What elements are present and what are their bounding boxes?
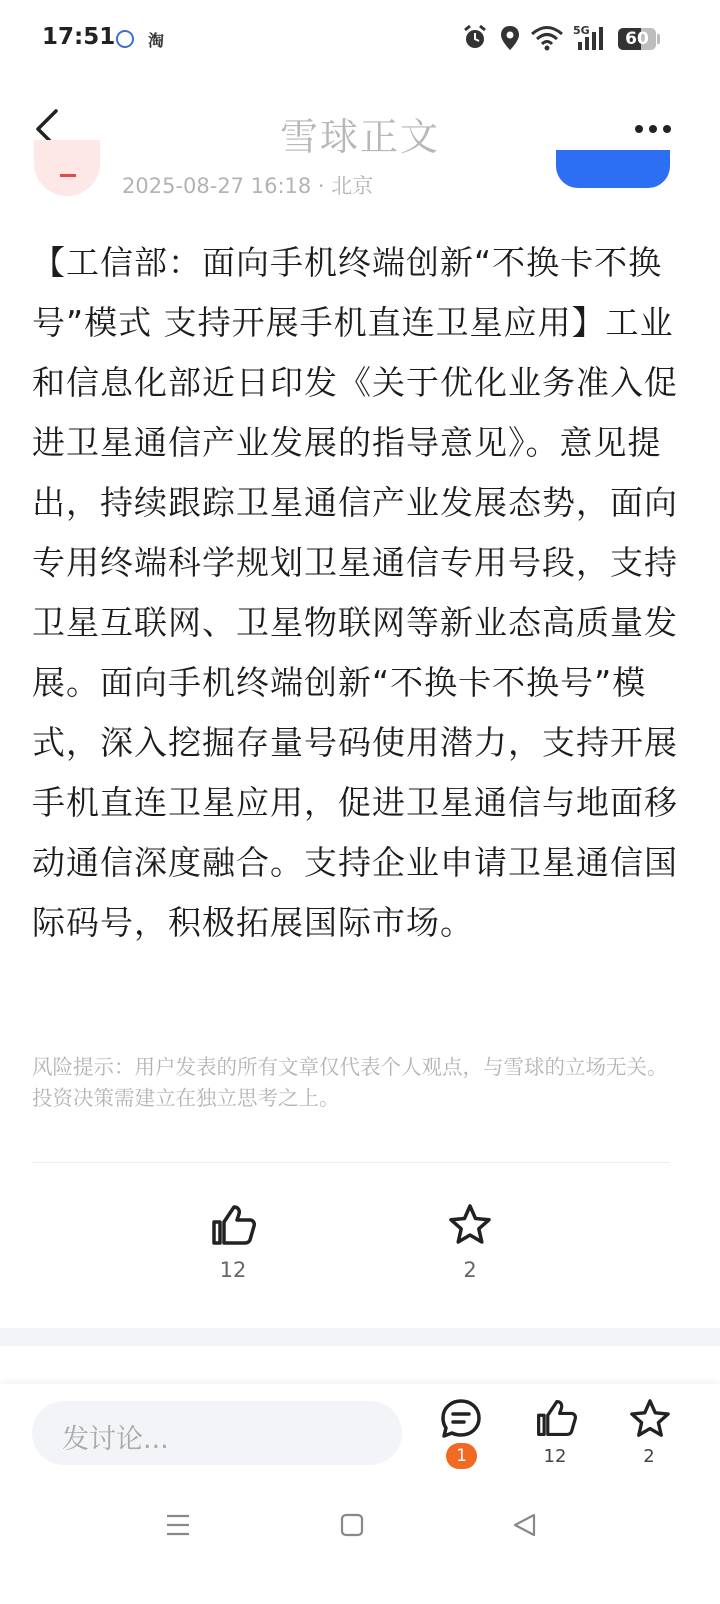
page-title: 雪球正文 — [279, 115, 440, 159]
discussion-input-placeholder: 发讨论... — [62, 1424, 169, 1455]
wifi-icon — [530, 24, 564, 52]
app-notification-icon — [116, 30, 134, 48]
article-body: 【工信部：面向手机终端创新“不换卡不换号”模式 支持开展手机直连卫星应用】工业和信息化部近日印发《关于优化业务准入促进卫星通信产业发展的指导意见》。意见提出，持续跟踪卫星通信产业发展态势，面向专用终端科学规划卫星通信专用号段，支持卫星互联网、卫星物联网等新业态高质量发展。面向手机终端创新“不换卡不换号”模式，深入挖掘存量号码使用潜力，支持开展手机直连卫星应用，促进卫星通信与地面移动通信深度融合。支持企业申请卫星通信国际码号，积极拓展国际市场。 — [32, 243, 678, 942]
nav-back-icon[interactable] — [512, 1512, 538, 1538]
favorite-icon[interactable] — [628, 1398, 672, 1440]
network-type-label: 5G — [573, 24, 590, 37]
comment-icon[interactable] — [440, 1398, 482, 1440]
follow-button[interactable] — [556, 150, 670, 188]
recent-apps-icon[interactable] — [165, 1513, 191, 1537]
location-icon — [499, 24, 521, 52]
alarm-icon — [462, 24, 488, 52]
battery-level: 60 — [625, 29, 649, 49]
favorite-icon[interactable] — [447, 1203, 493, 1247]
post-meta: 2025-08-27 16:18 · 北京 — [122, 174, 374, 198]
home-icon[interactable] — [340, 1513, 364, 1537]
like-count: 12 — [219, 1258, 247, 1282]
more-icon[interactable] — [634, 124, 672, 134]
risk-notice: 风险提示：用户发表的所有文章仅代表个人观点，与雪球的立场无关。投资决策需建立在独立思考之上。 — [32, 1055, 668, 1110]
battery-tip — [657, 34, 660, 44]
bottom-favorite-count: 2 — [643, 1446, 655, 1467]
section-separator — [0, 1328, 720, 1346]
favorite-count: 2 — [463, 1258, 477, 1282]
discussion-input[interactable] — [32, 1401, 402, 1465]
divider — [32, 1162, 670, 1163]
author-avatar[interactable] — [34, 140, 100, 196]
taobao-notification-icon: 淘 — [148, 31, 165, 50]
like-icon[interactable] — [535, 1398, 577, 1438]
status-time: 17:51 — [42, 24, 116, 50]
bottom-like-count: 12 — [543, 1446, 567, 1467]
comment-count-badge: 1 — [446, 1443, 477, 1469]
battery-icon — [618, 28, 656, 50]
like-icon[interactable] — [210, 1204, 256, 1246]
signal-icon — [574, 24, 608, 52]
